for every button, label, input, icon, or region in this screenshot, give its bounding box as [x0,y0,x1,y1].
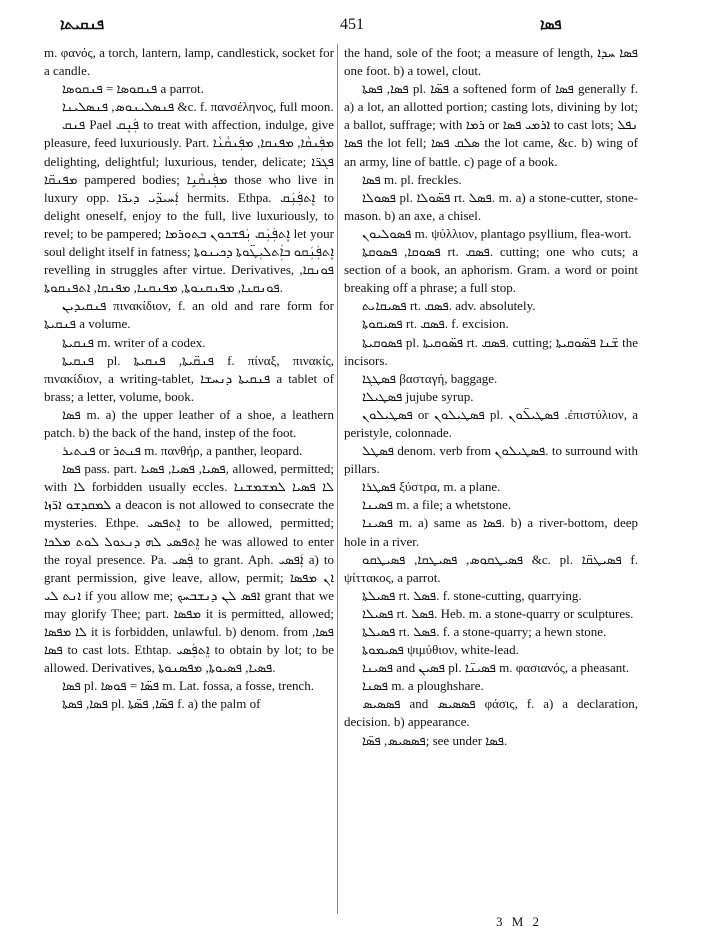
entry: ܦܣܝܢܐ and ܦܣܝܢ pl. ܦܣܝܢ̈ܐ m. φασιανός, a pheasant. [362,660,630,676]
entry: ܦܣܣܝܣ and ܦܣܣܝܣ φάσις, f. a) a declaration, decision. b) appearance. [344,696,638,730]
entry: m. φανός, a torch, lantern, lamp, candlestick, socket for a candle. [44,45,334,79]
entry: ܦܢܬܝܪ or ܦܢܬܪ m. πανθήρ, a panther, leopard. [62,443,303,459]
entry: ܦܣܐ pass. part. ܦܣܝܐ, ܦܣܝܐ, ܦܣܝܐ, allowed, permitted; with ܠܐ forbidden usually eccles. ܠܐ ܦܣܝܐ ܠܡܫܡܫܢܐ ܠܡܩܕܫܘ ܐܪ̈ܙܐ a deacon is not allowed to consecrate the mysteries. Ethpe. ܐܸܬܦܣܝ to be allowed, permitted; ܐܸܬܦܣܝ ܠܗ ܕܢܥܘܠ ܠܘܬ ܡܠܟܐ he was allowed to enter the royal presence. Pa. ܦܲܣܝ to grant. Aph. ܐܲܦܣܝ a) to grant permission, give leave, allow, permit; ܐܢ ܡܦܣܐ ܐܢܬ ܠܝ if you allow me; ܐܦܣ ܠܢ ܕܢܫܒܚܟ grant that we may glorify Thee; part. ܡܦܣܐ it is permitted, allowed; ܠܐ ܡܦܣܐ it is forbidden, unlawful. b) denom. from ܦܣܐ, ܦܣܐ to cast lots. Ethtap. ܐܸܬܦܲܣܝ to obtain by lot; to be allowed. Derivatives, ܦܣܝܐ, ܦܣܝܘܬܐ, ܡܦܣܢܘܬܐ. [44,461,335,676]
entry: ܦܣܝܠܐ rt. ܦܣܠ. Heb. m. a stone-quarry or sculptures. [362,605,634,621]
entry: ܦܣܘܠܐ pl. ܦܣ̈ܘܠܐ rt. ܦܣܠ. m. a) a stone-cutter, stone-mason. b) an axe, a chisel. [344,189,638,223]
entry: ܦܣܘܩܝܬܐ pl. ܦܣ̈ܘܩܝܬܐ rt. ܦܣܩ. cutting; ܫ̈ܢܐ ܦܣ̈ܘܩܝܬܐ the incisors. [344,334,638,368]
entry: ܦܣܐ m. pl. freckles. [362,171,462,187]
entry: ܦܣܛܓܐ βασταγή, baggage. [362,370,498,386]
entry: ܦܢܣܠܝܢܘܣ, ܦܢܣܠܝܢܐ &c. f. πανσέληνος, full moon. [62,99,334,115]
entry: ܦܣܘܠܝܘܢ m. ψύλλιον, plantago psyllium, flea-wort. [362,225,632,241]
entry: ܦܣܐ m. a) the upper leather of a shoe, a leathern patch. b) the back of the hand, instep of the foot. [44,406,334,440]
signature-mark: 3 M 2 [496,914,543,929]
entry: ܦܣܝܩܐܝܬ rt. ܦܣܩ. adv. absolutely. [362,298,536,314]
entry: ܦܣܝܢܐ m. a file; a whetstone. [362,497,512,513]
entry: ܦܣܝܛܩܘܣ, ܦܣܝܛܩܐ, ܦܣܝܛܩܘ &c. pl. ܦܣܝܛܩ̈ܐ f. ψίττακος, a parrot. [344,551,638,585]
entry: ܦܣܐ, ܦܣܬܐ pl. ܦܣ̈ܐ a softened form of ܦܣܐ generally f. a) a lot, an allotted portion; casting lots, divining by lot; a ballot, suffrage; with ܪܡܐ or ܐܪܡܝ ܦܣܐ to cast lots; ܢܦܠ ܦܣܐ the lot fell; ܣܠܩ ܦܣܐ the lot came, &c. b) wing of an army, line of battle. c) page of a book. [344,81,638,169]
entry: ܦܣܛܝܠܘܢ or ܦܣܛܝܠܘܢ pl. ܦܣܛܝܠ̈ܘܢ .ἐπιστύλιον, a peristyle, colonnade. [344,406,638,440]
entry: ܦܢܩܝܬܐ pl. ܦܢܩ̈ܝܬܐ, ܦܢܩܝܬܐ f. πίναξ, πινακίς, πινακίδιον, a writing-tablet, ܦܢܩܝܬܐ ܕܢܚܫܐ a tablet of brass; a letter, volume, book. [44,352,334,404]
entry: the hand, sole of the foot; a measure of length, ܦܣܐ ܚܕܐ one foot. b) a towel, clout. [344,45,638,79]
entry: ܦܣܐ, ܦܣܬܐ pl. ܦܣ̈ܐ, ܦܣ̈ܬܐ f. a) the palm of [62,696,261,712]
entry: ܦܣܝܠܬܐ rt. ܦܣܠ. f. a stone-quarry; a hewn stone. [362,624,607,639]
entry: ܦܣܝܢܐ m. a) same as ܦܣܐ. b) a river-bottom, deep hole in a river. [344,515,638,549]
entry: ܦܣܘܩܐ, ܦܣܘܩܬܐ rt. ܦܣܩ. cutting; one who cuts; a section of a book, an aphorism. Gram. a word or point breaking off a phrase; a full stop. [344,244,638,296]
entry: ܦܣܝܡܘܬܐ ψιμύθιον, white-lead. [362,642,519,658]
entry: ܦܣܛܠ denom. verb from ܦܣܛܝܠܘܢ. to surround with pillars. [344,443,638,477]
entry: ܦܣܝܠܬܐ rt. ܦܣܠ. f. stone-cutting, quarrying. [362,587,582,603]
running-head-left: ܦܢܩܝܬܐ [60,17,105,33]
entry: ܦܣܣܝܣ, ܦܣ̈ܐ; see under ܦܣܐ. [362,732,508,748]
entry: ܦܣܢܐ m. a ploughshare. [362,678,484,694]
left-column [44,44,334,713]
entry: ܦܢܩܘܣܐ = ܦܢܩܘܣܐ a parrot. [62,81,204,97]
running-head-right: ܦܣܐ [540,17,562,33]
entry: ܦܣܐ pl. ܦܣ̈ܐ = ܦܘܣܐ m. Lat. fossa, a fosse, trench. [62,678,314,694]
column-divider [337,44,338,914]
entry: ܦܢܩ Pael ܦܲܢܸܩ to treat with affection, indulge, give pleasure, feed luxuriously. Part. ܡܦܲܢܩܵܐ, ܡܦܢܩܐ, ܡܦܲܢܩܵܢܵܐ delighting, delightful; luxurious, tender, delicate; ܦܓܪ̈ܐ ܡܦܢܩ̈ܐ pampered bodies; ܡܦܲܢܩܵܢܹܐ those who live in luxury opp. ܐܲܚܝܕ̈ܝ ܕܝܪ̈ܐ hermits. Ethpa. ܐܸܬܦܲܢܲܩ to delight oneself, enjoy to the full, live luxuriously, to revel; to be pampered; ܐܸܬܦܲܢܲܩ ܢܲܦܫܟܘܢ ܒܬܘܪܡܐ let your soul delight itself in fatness; ܐܸܬܦܲܢܲܩܘ ܒܐܲܬܠܝܼܛ̈ܘܬܐ ܕܟܝܢܘܬܐ revelling in struggles after virtue. Derivatives, ܦܘܢܩܐ, ܦܘܢܩܢܐ, ܡܦܢܩܢܘܬܐ, ܡܦܢܩܢܐ, ܡܦܢܩܐ, ܐܬܦܢܩܘܬܐ. [44,117,335,296]
entry: ܦܣܛܪܐ ξύστρα, m. a plane. [362,479,501,495]
entry: ܦܣܝܩܘܬܐ rt. ܦܣܩ. f. excision. [362,316,509,332]
entry: ܦܢܩܝܬܐ m. writer of a codex. [62,334,206,350]
entry: ܦܢܩܝܕܝܢ πινακίδιον, f. an old and rare form for ܦܢܩܝܬܐ a volume. [44,298,334,332]
right-column [344,44,638,750]
page-number: 451 [340,16,364,33]
entry: ܦܣܛܝܠܐ jujube syrup. [362,388,474,404]
